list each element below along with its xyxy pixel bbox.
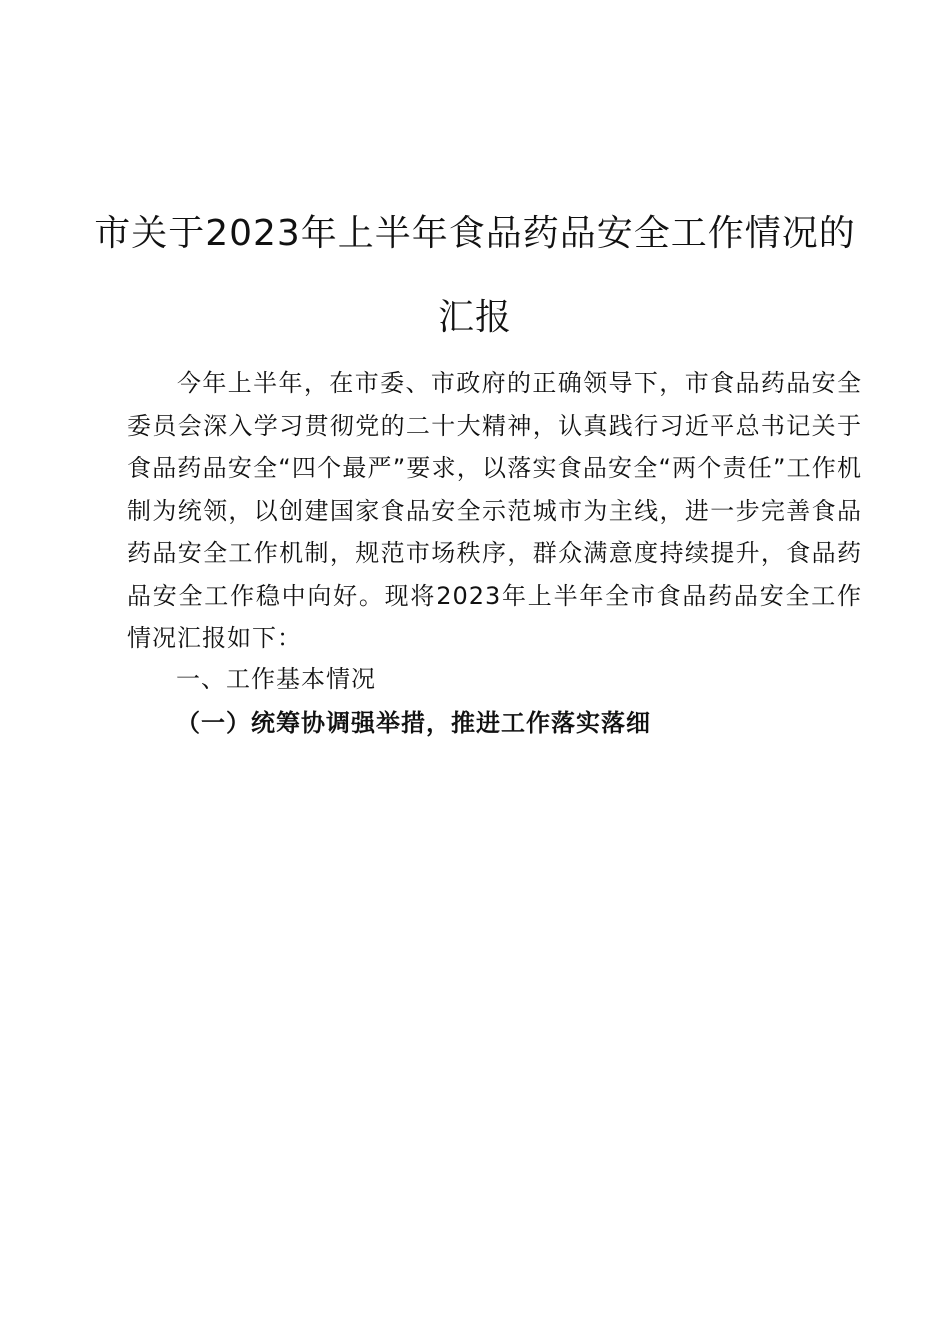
document-title-line-2: 汇报: [437, 297, 512, 338]
subsection-heading: （一）统筹协调强举措，推进工作落实落细: [176, 709, 651, 737]
document-title-line-1: 市关于2023年上半年食品药品安全工作情况的: [94, 213, 856, 254]
section-heading: 一、工作基本情况: [176, 665, 376, 693]
intro-paragraph: 今年上半年，在市委、市政府的正确领导下，市食品药品安全委员会深入学习贯彻党的二十大精神，认真践行习近平总书记关于食品药品安全“四个最严”要求，以落实食品安全“两个责任”工作机制为统领，以创建国家食品安全示范城市为主线，进一步完善食品药品安全工作机制，规范市场秩序，群众满意度持续提升，食品药品安全工作稳中向好。现将2023年上半年全市食品药品安全工作情况汇报如下：: [127, 369, 862, 652]
